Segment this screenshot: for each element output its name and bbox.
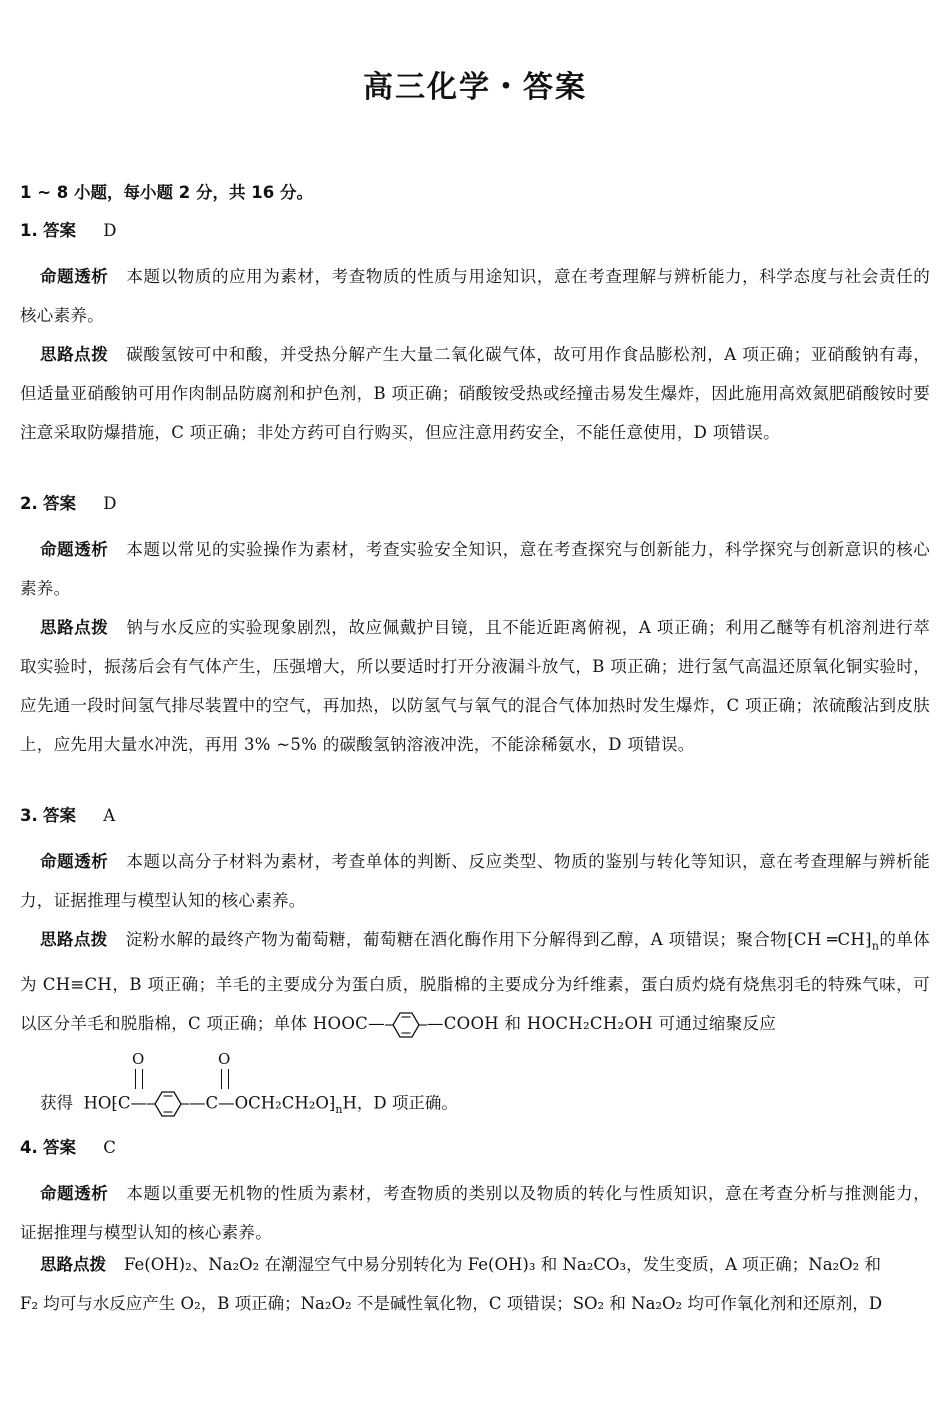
q1-analysis-label: 命题透析 — [40, 267, 109, 286]
polymer-formula — [787, 930, 880, 953]
q2-analysis — [20, 530, 930, 608]
q2-analysis-text: 本题以常见的实验操作为素材，考查实验安全知识，意在考查探究与创新能力，科学探究与创新意识的核心素养。 — [20, 540, 930, 598]
product-suffix: H，D 项正确。 — [342, 1093, 458, 1113]
q3-solution-text-b: 的单体为 CH≡CH，B 项正确；羊毛的主要成分为蛋白质，脱脂棉的主要成分为纤维素，蛋白质灼烧有烧焦羽毛的特殊气味，可以区分羊毛和脱脂棉，C 项正确；单体 — [20, 930, 931, 1034]
q2-number: 2. — [20, 494, 38, 513]
q4-solution-text-1: Fe(OH)₂、Na₂O₂ 在潮湿空气中易分别转化为 Fe(OH)₃ 和 Na₂CO₃，发生变质，A 项正确；Na₂O₂ 和 — [124, 1255, 882, 1274]
q3-solution-label: 思路点拨 — [40, 930, 108, 949]
q1-analysis — [20, 257, 930, 335]
q4-answer-line — [20, 1135, 116, 1161]
q3-analysis-text: 本题以高分子材料为素材，考查单体的判断、反应类型、物质的鉴别与转化等知识，意在考查理解与辨析能力，证据推理与模型认知的核心素养。 — [20, 852, 930, 910]
obtain-word: 获得 — [40, 1093, 73, 1113]
polymer-unit: ⁅CH ═CH⁆ — [787, 930, 872, 949]
q4-solution-text-2: F₂ 均可与水反应产生 O₂，B 项正确；Na₂O₂ 不是碱性氧化物，C 项错误；SO₂ 和 Na₂O₂ 均可作氧化剂和还原剂，D — [20, 1294, 883, 1313]
section-header: 1 ~ 8 小题，每小题 2 分，共 16 分。 — [20, 183, 313, 202]
q3-answer-line — [20, 803, 115, 829]
q4-answer-label: 答案 — [43, 1138, 76, 1157]
q3-solution-text-a: 淀粉水解的最终产物为葡萄糖，葡萄糖在酒化酶作用下分解得到乙醇，A 项错误；聚合物 — [125, 930, 788, 949]
carbonyl-dbl-right — [221, 1069, 229, 1089]
q1-answer-label: 答案 — [43, 221, 76, 240]
q1-analysis-text: 本题以物质的应用为素材，考查物质的性质与用途知识，意在考查理解与辨析能力，科学态度与社会责任的核心素养。 — [20, 267, 930, 325]
benzene-ring-icon — [147, 1089, 189, 1119]
monomer-left: HOOC— — [312, 1014, 385, 1034]
monomer-right: —COOH — [426, 1014, 499, 1034]
carbonyl-o-left: O — [132, 1050, 145, 1068]
q3-answer-label: 答案 — [43, 806, 76, 825]
q2-answer-line — [20, 491, 116, 517]
product-mid: —C—OCH₂CH₂O⁆ — [188, 1093, 336, 1113]
q1-solution — [20, 335, 930, 452]
q3-analysis — [20, 842, 930, 920]
q2-solution — [20, 608, 930, 764]
q4-analysis — [20, 1174, 930, 1252]
q4-solution-line2 — [20, 1291, 882, 1317]
page-title: 高三化学・答案 — [363, 70, 587, 105]
polymer-product-row — [40, 1050, 740, 1130]
q4-answer-value: C — [103, 1138, 116, 1157]
q4-number: 4. — [20, 1138, 38, 1157]
q1-answer-value: D — [103, 221, 117, 240]
and-word: 和 — [504, 1014, 522, 1034]
polymer-n: n — [871, 939, 880, 953]
q1-solution-text: 碳酸氢铵可中和酸，并受热分解产生大量二氧化碳气体，故可用作食品膨松剂，A 项正确；亚硝酸钠有毒，但适量亚硝酸钠可用作肉制品防腐剂和护色剂，B 项正确；硝酸铵受热或经撞击易发生爆炸，因此施用高效氮肥硝酸铵时要注意采取防爆措施，C 项正确；非处方药可自行购买，但应注意用药安全，不能任意使用，D 项错误。 — [20, 345, 930, 442]
q1-number: 1. — [20, 221, 38, 240]
q4-solution-line1 — [40, 1252, 881, 1278]
q2-solution-label: 思路点拨 — [40, 618, 109, 637]
q3-analysis-label: 命题透析 — [40, 852, 109, 871]
benzene-ring-icon — [385, 1010, 427, 1040]
q3-solution-text-c: 可通过缩聚反应 — [658, 1014, 777, 1034]
q4-solution-label: 思路点拨 — [40, 1255, 106, 1274]
carbonyl-dbl-left — [135, 1069, 143, 1089]
monomer-formula — [313, 1014, 505, 1033]
q1-solution-label: 思路点拨 — [40, 345, 109, 364]
q4-analysis-text: 本题以重要无机物的性质为素材，考查物质的类别以及物质的转化与性质知识，意在考查分析与推测能力，证据推理与模型认知的核心素养。 — [20, 1184, 930, 1242]
q2-solution-text: 钠与水反应的实验现象剧烈，故应佩戴护目镜，且不能近距离俯视，A 项正确；利用乙醚等有机溶剂进行萃取实验时，振荡后会有气体产生，压强增大，所以要适时打开分液漏斗放气，B 项正确；进行氢气高温还原氧化铜实验时，应先通一段时间氢气排尽装置中的空气，再加热，以防氢气与氧气的混合气体加热时发生爆炸，C 项正确；浓硫酸沾到皮肤上，应先用大量水冲洗，再用 3% ~5% 的碳酸氢钠溶液冲洗，不能涂稀氨水，D 项错误。 — [20, 618, 930, 754]
product-n: n — [335, 1102, 343, 1116]
q3-solution — [20, 920, 930, 1043]
q2-answer-value: D — [103, 494, 117, 513]
product-prefix: HO⁅C— — [83, 1093, 147, 1113]
q3-number: 3. — [20, 806, 38, 825]
q3-answer-value: A — [103, 806, 116, 825]
diol-formula: HOCH₂CH₂OH — [526, 1014, 653, 1034]
q2-answer-label: 答案 — [43, 494, 76, 513]
q1-answer-line — [20, 218, 116, 244]
q2-analysis-label: 命题透析 — [40, 540, 109, 559]
q4-analysis-label: 命题透析 — [40, 1184, 109, 1203]
polymer-product-line — [40, 1089, 458, 1123]
carbonyl-o-right: O — [218, 1050, 231, 1068]
